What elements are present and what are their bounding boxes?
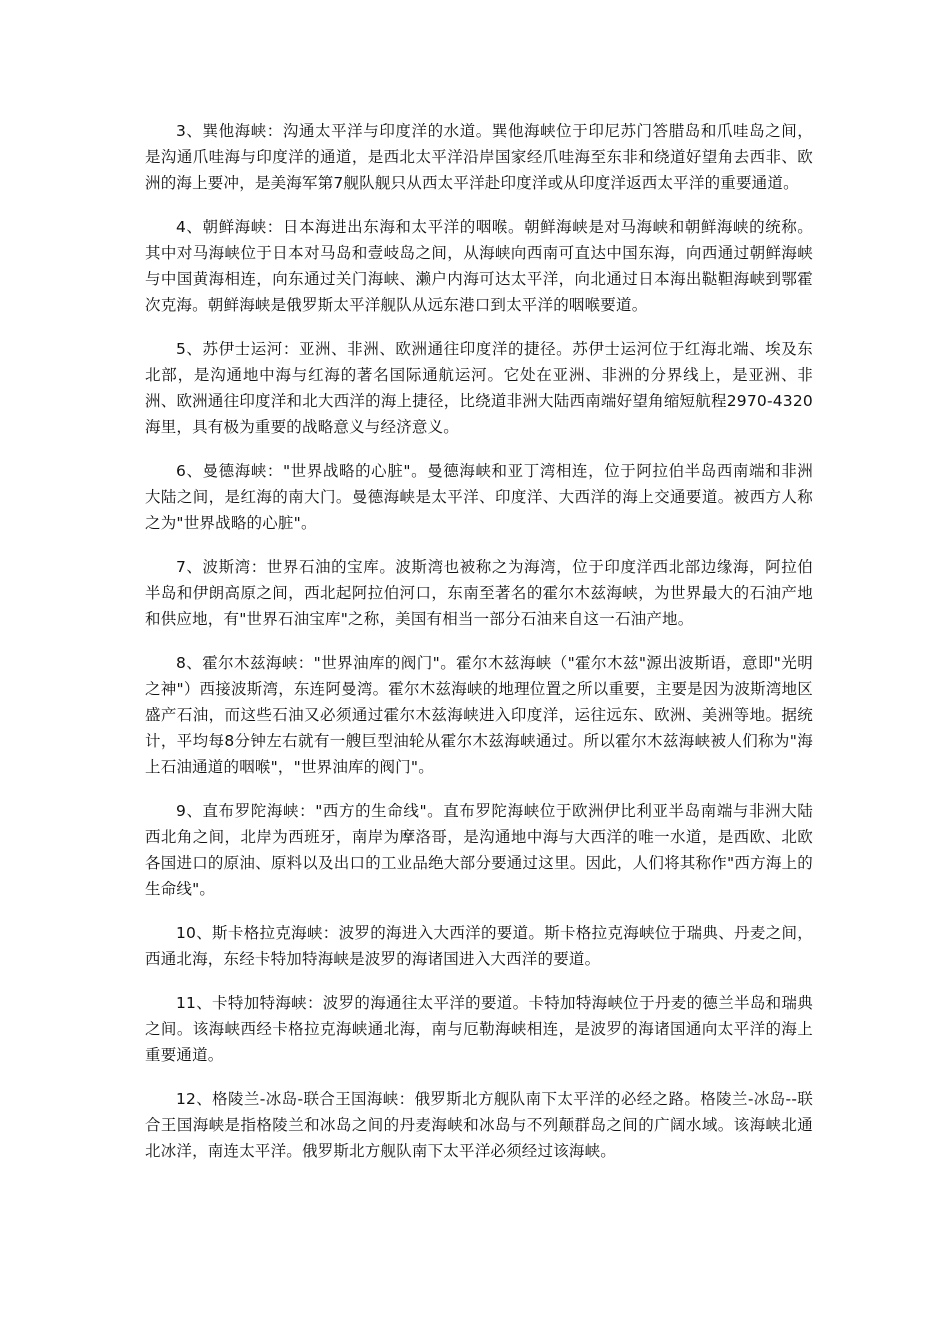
paragraph-suez-canal: 5、苏伊士运河：亚洲、非洲、欧洲通往印度洋的捷径。苏伊士运河位于红海北端、埃及东北部，是沟通地中海与红海的著名国际通航运河。它处在亚洲、非洲的分界线上，是亚洲、非洲、欧洲通往印度洋和北大西洋的海上捷径，比绕道非洲大陆西南端好望角缩短航程2970-4320海里，具有极为重要的战略意义与经济意义。 — [145, 340, 813, 436]
paragraph-gibraltar-strait: 9、直布罗陀海峡："西方的生命线"。直布罗陀海峡位于欧洲伊比利亚半岛南端与非洲大陆西北角之间，北岸为西班牙，南岸为摩洛哥，是沟通地中海与大西洋的唯一水道，是西欧、北欧各国进口的原油、原料以及出口的工业品绝大部分要通过这里。因此，人们将其称作"西方海上的生命线"。 — [145, 802, 813, 898]
paragraph-kattegat: 11、卡特加特海峡：波罗的海通往太平洋的要道。卡特加特海峡位于丹麦的德兰半岛和瑞典之间。该海峡西经卡格拉克海峡通北海，南与厄勒海峡相连，是波罗的海诸国通向太平洋的海上重要通道。 — [145, 994, 813, 1064]
paragraph-bab-el-mandeb: 6、曼德海峡："世界战略的心脏"。曼德海峡和亚丁湾相连，位于阿拉伯半岛西南端和非洲大陆之间，是红海的南大门。曼德海峡是太平洋、印度洋、大西洋的海上交通要道。被西方人称之为"世界战略的心脏"。 — [145, 462, 813, 532]
paragraph-korea-strait: 4、朝鲜海峡：日本海进出东海和太平洋的咽喉。朝鲜海峡是对马海峡和朝鲜海峡的统称。其中对马海峡位于日本对马岛和壹岐岛之间，从海峡向西南可直达中国东海，向西通过朝鲜海峡与中国黄海相连，向东通过关门海峡、濑户内海可达太平洋，向北通过日本海出鞑靼海峡到鄂霍次克海。朝鲜海峡是俄罗斯太平洋舰队从远东港口到太平洋的咽喉要道。 — [145, 218, 813, 314]
paragraph-persian-gulf: 7、波斯湾：世界石油的宝库。波斯湾也被称之为海湾，位于印度洋西北部边缘海，阿拉伯半岛和伊朗高原之间，西北起阿拉伯河口，东南至著名的霍尔木兹海峡，为世界最大的石油产地和供应地，有"世界石油宝库"之称，美国有相当一部分石油来自这一石油产地。 — [145, 558, 813, 628]
paragraph-hormuz-strait: 8、霍尔木兹海峡："世界油库的阀门"。霍尔木兹海峡（"霍尔木兹"源出波斯语，意即"光明之神"）西接波斯湾，东连阿曼湾。霍尔木兹海峡的地理位置之所以重要，主要是因为波斯湾地区盛产石油，而这些石油又必须通过霍尔木兹海峡进入印度洋，运往远东、欧洲、美洲等地。据统计，平均每8分钟左右就有一艘巨型油轮从霍尔木兹海峡通过。所以霍尔木兹海峡被人们称为"海上石油通道的咽喉"，"世界油库的阀门"。 — [145, 654, 813, 776]
paragraph-giuk-gap: 12、格陵兰-冰岛-联合王国海峡：俄罗斯北方舰队南下太平洋的必经之路。格陵兰-冰岛--联合王国海峡是指格陵兰和冰岛之间的丹麦海峡和冰岛与不列颠群岛之间的广阔水域。该海峡北通北冰洋，南连太平洋。俄罗斯北方舰队南下太平洋必须经过该海峡。 — [145, 1090, 813, 1160]
paragraph-sunda-strait: 3、巽他海峡：沟通太平洋与印度洋的水道。巽他海峡位于印尼苏门答腊岛和爪哇岛之间，是沟通爪哇海与印度洋的通道，是西北太平洋沿岸国家经爪哇海至东非和绕道好望角去西非、欧洲的海上要冲，是美海军第7舰队舰只从西太平洋赴印度洋或从印度洋返西太平洋的重要通道。 — [145, 122, 813, 192]
paragraph-skagerrak: 10、斯卡格拉克海峡：波罗的海进入大西洋的要道。斯卡格拉克海峡位于瑞典、丹麦之间，西通北海，东经卡特加特海峡是波罗的海诸国进入大西洋的要道。 — [145, 924, 813, 968]
document-body — [145, 118, 813, 1182]
